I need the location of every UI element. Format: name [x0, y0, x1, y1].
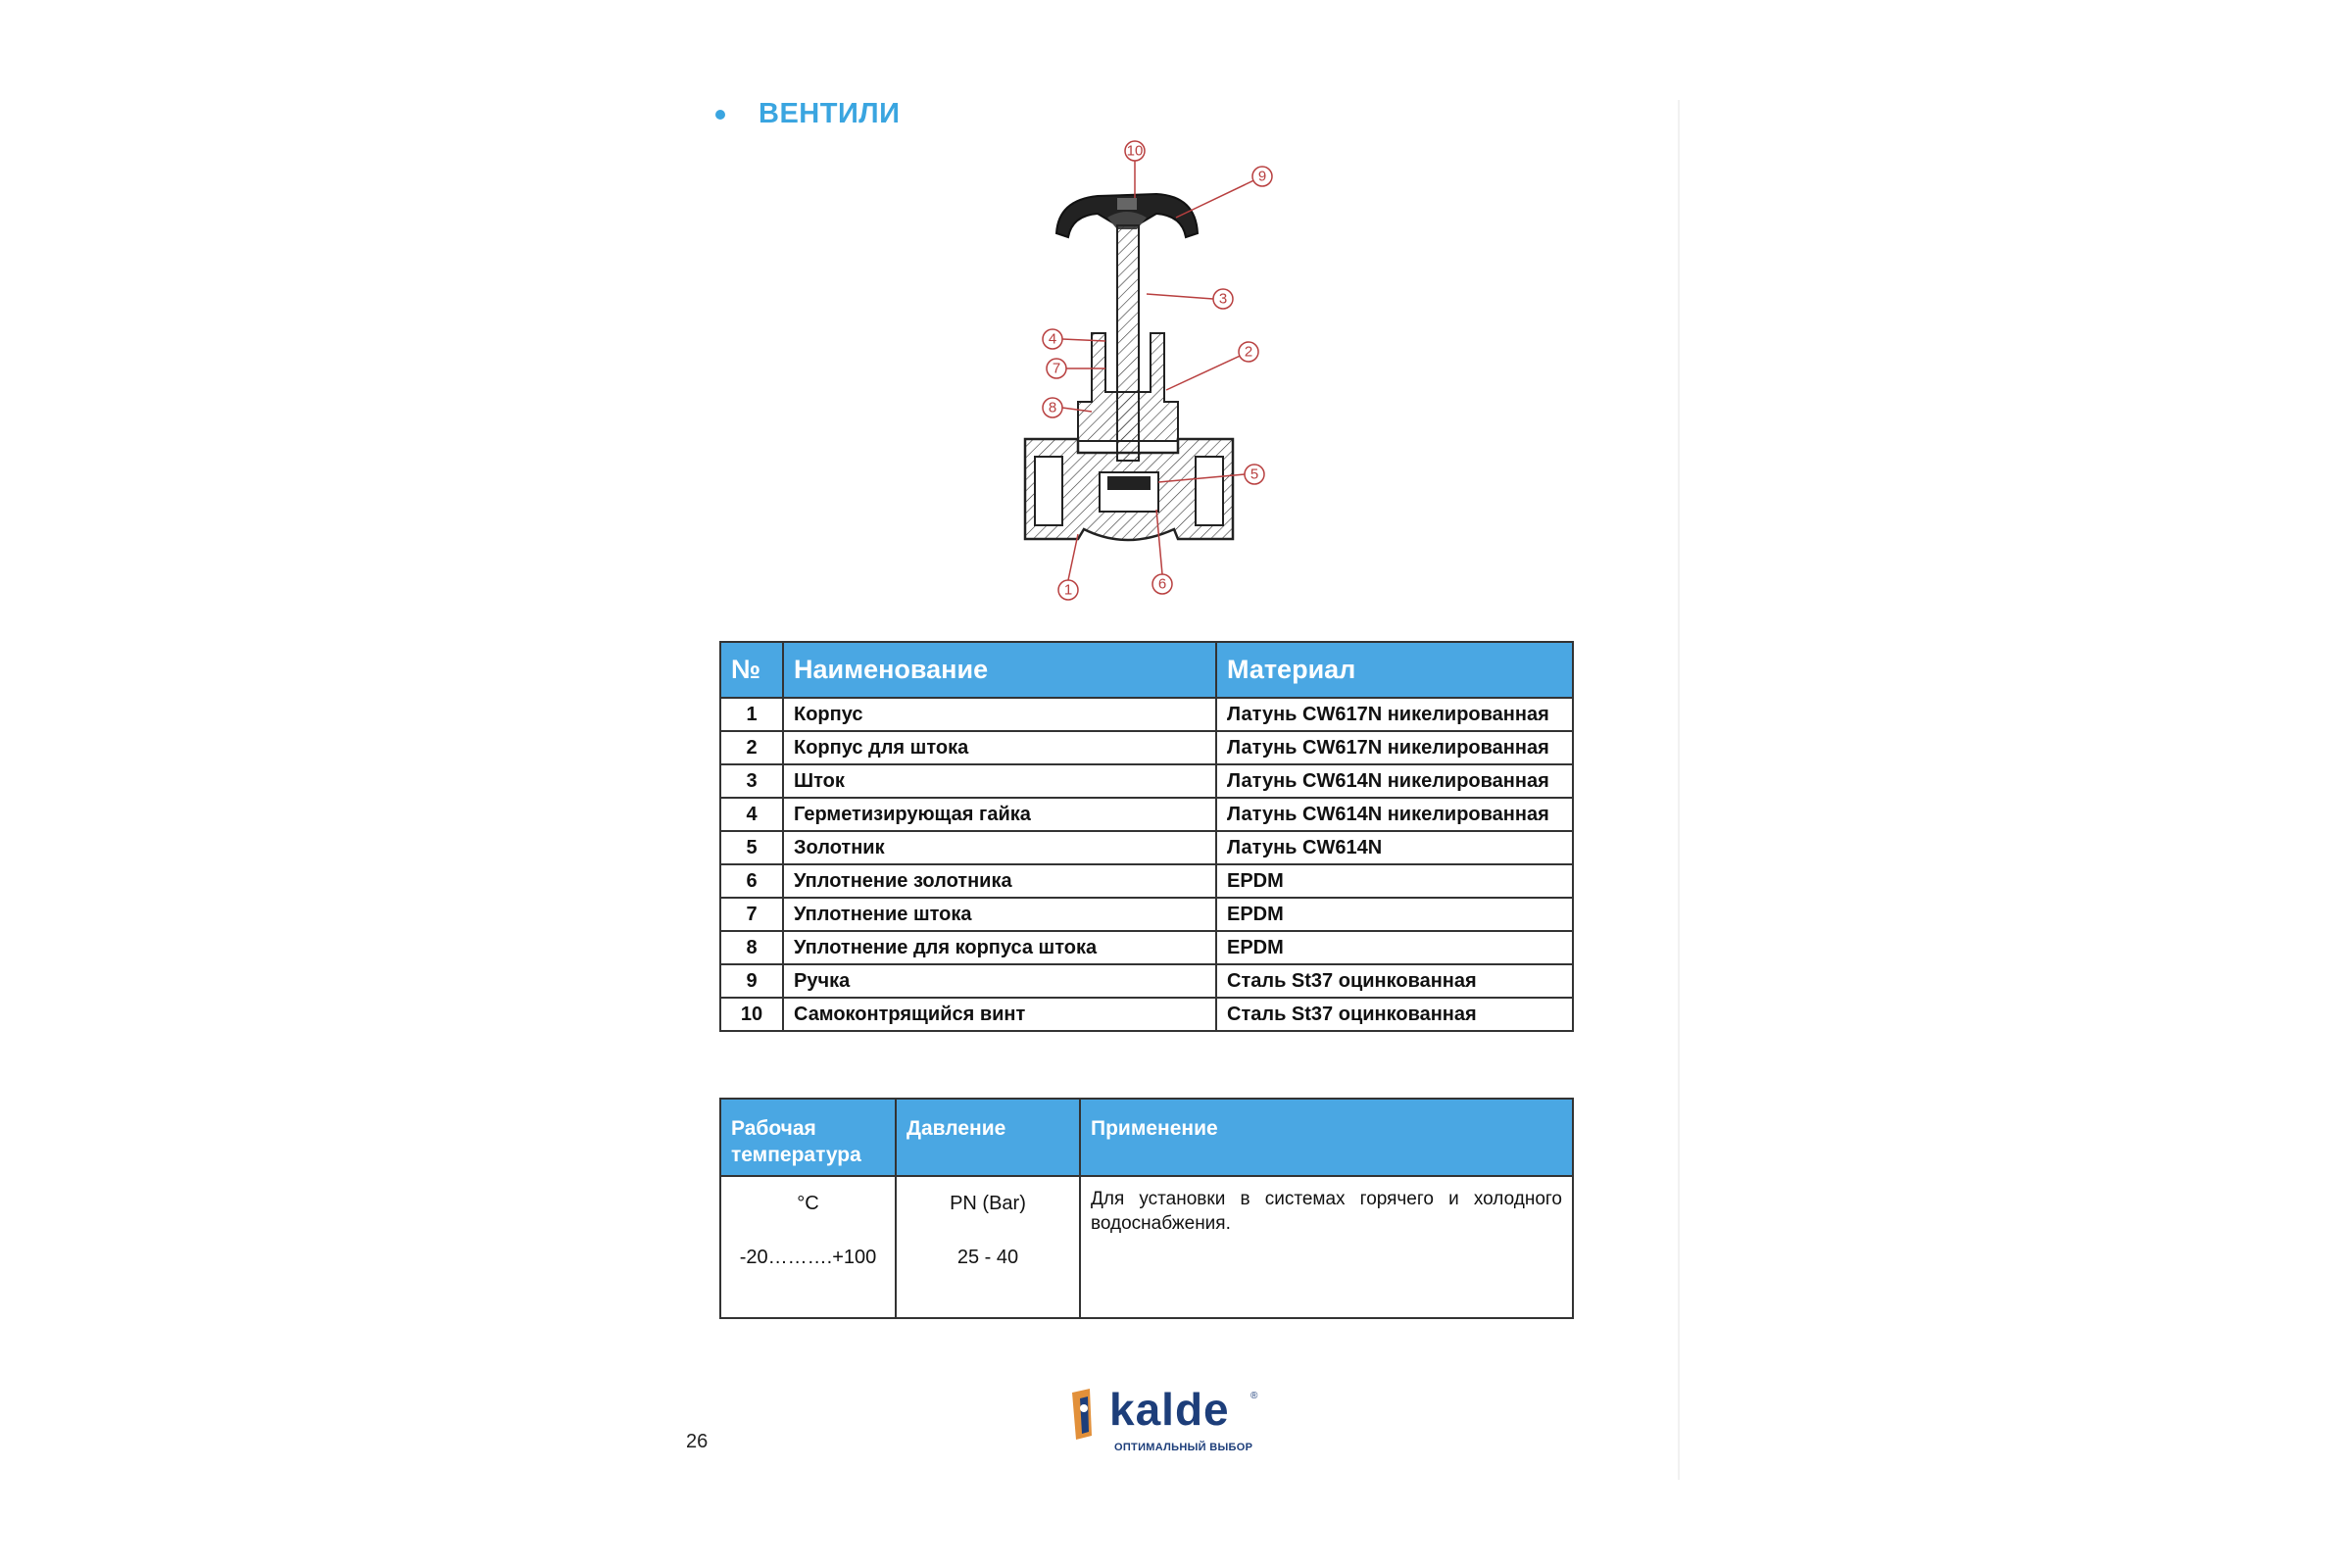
header-material: Материал [1216, 642, 1573, 698]
table-row [720, 931, 1573, 964]
registered-mark: ® [1250, 1391, 1258, 1401]
row-number: 10 [720, 998, 783, 1031]
row-number: 4 [720, 798, 783, 831]
logo-wordmark: kalde [1109, 1384, 1230, 1435]
row-name: Корпус [783, 698, 1216, 731]
header-number: № [720, 642, 783, 698]
row-material: EPDM [1216, 898, 1573, 931]
row-name: Шток [783, 764, 1216, 798]
table-row [720, 864, 1573, 898]
row-number: 1 [720, 698, 783, 731]
row-name: Уплотнение для корпуса штока [783, 931, 1216, 964]
temperature-unit: °C [797, 1193, 819, 1214]
specs-table [719, 1098, 1574, 1319]
table-row [720, 764, 1573, 798]
row-number: 2 [720, 731, 783, 764]
row-name: Уплотнение штока [783, 898, 1216, 931]
row-material: Латунь CW614N [1216, 831, 1573, 864]
row-number: 3 [720, 764, 783, 798]
header-temperature: Рабочая температура [720, 1099, 896, 1176]
specs-table-header [720, 1099, 1573, 1176]
row-number: 5 [720, 831, 783, 864]
specs-row [720, 1176, 1573, 1318]
row-name: Самоконтрящийся винт [783, 998, 1216, 1031]
page-divider [1678, 100, 1680, 1480]
table-row [720, 831, 1573, 864]
callout-9: 9 [1257, 168, 1267, 185]
section-heading [715, 98, 900, 130]
parts-table-header [720, 642, 1573, 698]
table-row [720, 998, 1573, 1031]
bullet-icon [715, 110, 725, 120]
row-name: Ручка [783, 964, 1216, 998]
table-row [720, 698, 1573, 731]
row-material: EPDM [1216, 864, 1573, 898]
row-number: 7 [720, 898, 783, 931]
temperature-cell [720, 1176, 896, 1318]
callout-5: 5 [1250, 466, 1259, 483]
header-application: Применение [1080, 1099, 1573, 1176]
pressure-unit: PN (Bar) [950, 1193, 1026, 1214]
row-name: Золотник [783, 831, 1216, 864]
parts-table [719, 641, 1574, 1032]
row-material: Латунь CW617N никелированная [1216, 698, 1573, 731]
row-name: Уплотнение золотника [783, 864, 1216, 898]
pressure-cell [896, 1176, 1080, 1318]
row-material: Сталь St37 оцинкованная [1216, 998, 1573, 1031]
valve-cross-section [990, 127, 1323, 608]
table-row [720, 731, 1573, 764]
kalde-logo-icon [1068, 1389, 1107, 1440]
callout-1: 1 [1063, 581, 1073, 599]
row-material: Сталь St37 оцинкованная [1216, 964, 1573, 998]
page-number: 26 [686, 1431, 709, 1452]
callout-10: 10 [1126, 142, 1144, 160]
row-material: EPDM [1216, 931, 1573, 964]
table-row [720, 964, 1573, 998]
temperature-range: -20……….+100 [739, 1247, 877, 1268]
callout-2: 2 [1244, 343, 1253, 361]
row-material: Латунь CW614N никелированная [1216, 798, 1573, 831]
valve-diagram [990, 127, 1323, 608]
section-title: ВЕНТИЛИ [759, 98, 901, 129]
callout-8: 8 [1048, 399, 1057, 416]
row-material: Латунь CW617N никелированная [1216, 731, 1573, 764]
logo-tagline: ОПТИМАЛЬНЫЙ ВЫБОР [1114, 1442, 1253, 1453]
callout-4: 4 [1048, 330, 1057, 348]
header-pressure: Давление [896, 1099, 1080, 1176]
application-text: Для установки в системах горячего и холодного водоснабжения. [1080, 1176, 1573, 1318]
callout-7: 7 [1052, 360, 1061, 377]
row-number: 8 [720, 931, 783, 964]
kalde-logo [1068, 1385, 1264, 1455]
callout-3: 3 [1218, 290, 1228, 308]
table-row [720, 798, 1573, 831]
pressure-range: 25 - 40 [956, 1247, 1019, 1268]
row-material: Латунь CW614N никелированная [1216, 764, 1573, 798]
row-name: Корпус для штока [783, 731, 1216, 764]
table-row [720, 898, 1573, 931]
header-name: Наименование [783, 642, 1216, 698]
callout-6: 6 [1157, 575, 1167, 593]
row-number: 9 [720, 964, 783, 998]
row-number: 6 [720, 864, 783, 898]
row-name: Герметизирующая гайка [783, 798, 1216, 831]
